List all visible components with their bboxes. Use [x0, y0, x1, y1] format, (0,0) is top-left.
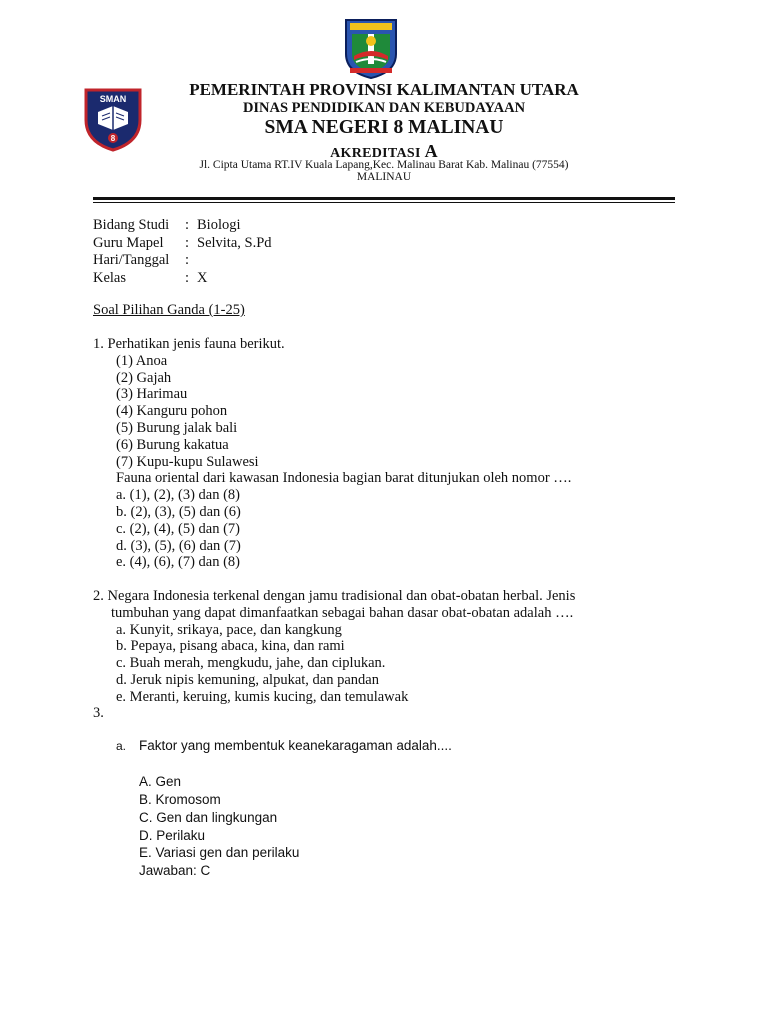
question-3 [116, 737, 452, 880]
provincial-emblem-logo [342, 16, 400, 80]
question-text: 2. Negara Indonesia terkenal dengan jamu tradisional dan obat-obatan herbal. Jenis [93, 588, 576, 604]
header-divider-thin [93, 202, 675, 203]
header-government-title: PEMERINTAH PROVINSI KALIMANTAN UTARA [189, 80, 579, 99]
school-logo-number: 8 [110, 134, 116, 143]
info-label: Hari/Tanggal [93, 252, 170, 268]
info-label: Guru Mapel [93, 234, 164, 251]
question-text-continued: tumbuhan yang dapat dimanfaatkan sebagai bahan dasar obat-obatan adalah …. [111, 604, 574, 621]
answer-option: b. Pepaya, pisang abaca, kina, dan rami [116, 638, 345, 655]
answer-option: C. Gen dan lingkungan [139, 809, 278, 825]
accreditation-value: A [424, 141, 438, 161]
answer-option: d. (3), (5), (6) dan (7) [116, 537, 241, 554]
header-department-title: DINAS PENDIDIKAN DAN KEBUDAYAAN [242, 100, 526, 116]
info-row-teacher: Guru Mapel : Selvita, S.Pd [93, 234, 272, 251]
list-item: (3) Harimau [116, 386, 188, 403]
header-divider-thick [93, 197, 675, 200]
header-address: Jl. Cipta Utama RT.IV Kuala Lapang,Kec. Malinau Barat Kab. Malinau (77554) [199, 159, 569, 171]
answer-option: a. Kunyit, srikaya, pace, dan kangkung [116, 621, 342, 638]
question-text: 1. Perhatikan jenis fauna berikut. [93, 336, 285, 352]
list-item: (7) Kupu-kupu Sulawesi [116, 453, 259, 470]
info-row-subject: Bidang Studi : Biologi [93, 217, 241, 233]
answer-option: c. Buah merah, mengkudu, jahe, dan ciplukan. [116, 655, 386, 672]
info-label: Kelas [93, 269, 127, 286]
info-row-date: Hari/Tanggal : [93, 252, 190, 268]
school-logo-text: SMAN [99, 94, 127, 104]
answer-option: c. (2), (4), (5) dan (7) [116, 520, 241, 537]
info-value: Selvita, S.Pd [197, 234, 272, 251]
info-value: Biologi [197, 217, 241, 233]
answer-option: A. Gen [139, 774, 182, 790]
accreditation-label: AKREDITASI [330, 146, 421, 161]
question-prompt: Fauna oriental dari kawasan Indonesia bagian barat ditunjukan oleh nomor …. [116, 470, 572, 487]
question-3-number: 3. [93, 705, 104, 721]
answer-option: E. Variasi gen dan perilaku [139, 845, 300, 861]
header-city: MALINAU [356, 171, 412, 183]
answer-option: d. Jeruk nipis kemuning, alpukat, dan pandan [116, 671, 379, 688]
header-school-name: SMA NEGERI 8 MALINAU [264, 117, 504, 138]
list-item: (4) Kanguru pohon [116, 403, 228, 420]
info-row-class: Kelas : X [93, 269, 208, 286]
list-item: (6) Burung kakatua [116, 436, 229, 453]
answer-option: e. Meranti, keruing, kumis kucing, dan temulawak [116, 688, 409, 705]
question-text: Faktor yang membentuk keanekaragaman adalah.... [139, 738, 452, 753]
question-1 [93, 336, 571, 571]
answer-option: e. (4), (6), (7) dan (8) [116, 554, 241, 571]
section-title: Soal Pilihan Ganda (1-25) [93, 302, 245, 318]
list-item: (5) Burung jalak bali [116, 419, 238, 436]
sub-question-marker: a. [116, 739, 127, 753]
list-item: (2) Gajah [116, 369, 172, 386]
exam-info-table [93, 217, 272, 287]
answer-option: b. (2), (3), (5) dan (6) [116, 503, 241, 520]
info-label: Bidang Studi [93, 217, 170, 233]
question-2 [93, 588, 575, 706]
answer-option: B. Kromosom [139, 792, 221, 808]
list-item: (1) Anoa [116, 352, 168, 369]
answer-option: D. Perilaku [139, 827, 206, 843]
answer-key: Jawaban: C [139, 862, 211, 878]
info-value: X [197, 269, 208, 286]
answer-option: a. (1), (2), (3) dan (8) [116, 487, 241, 504]
